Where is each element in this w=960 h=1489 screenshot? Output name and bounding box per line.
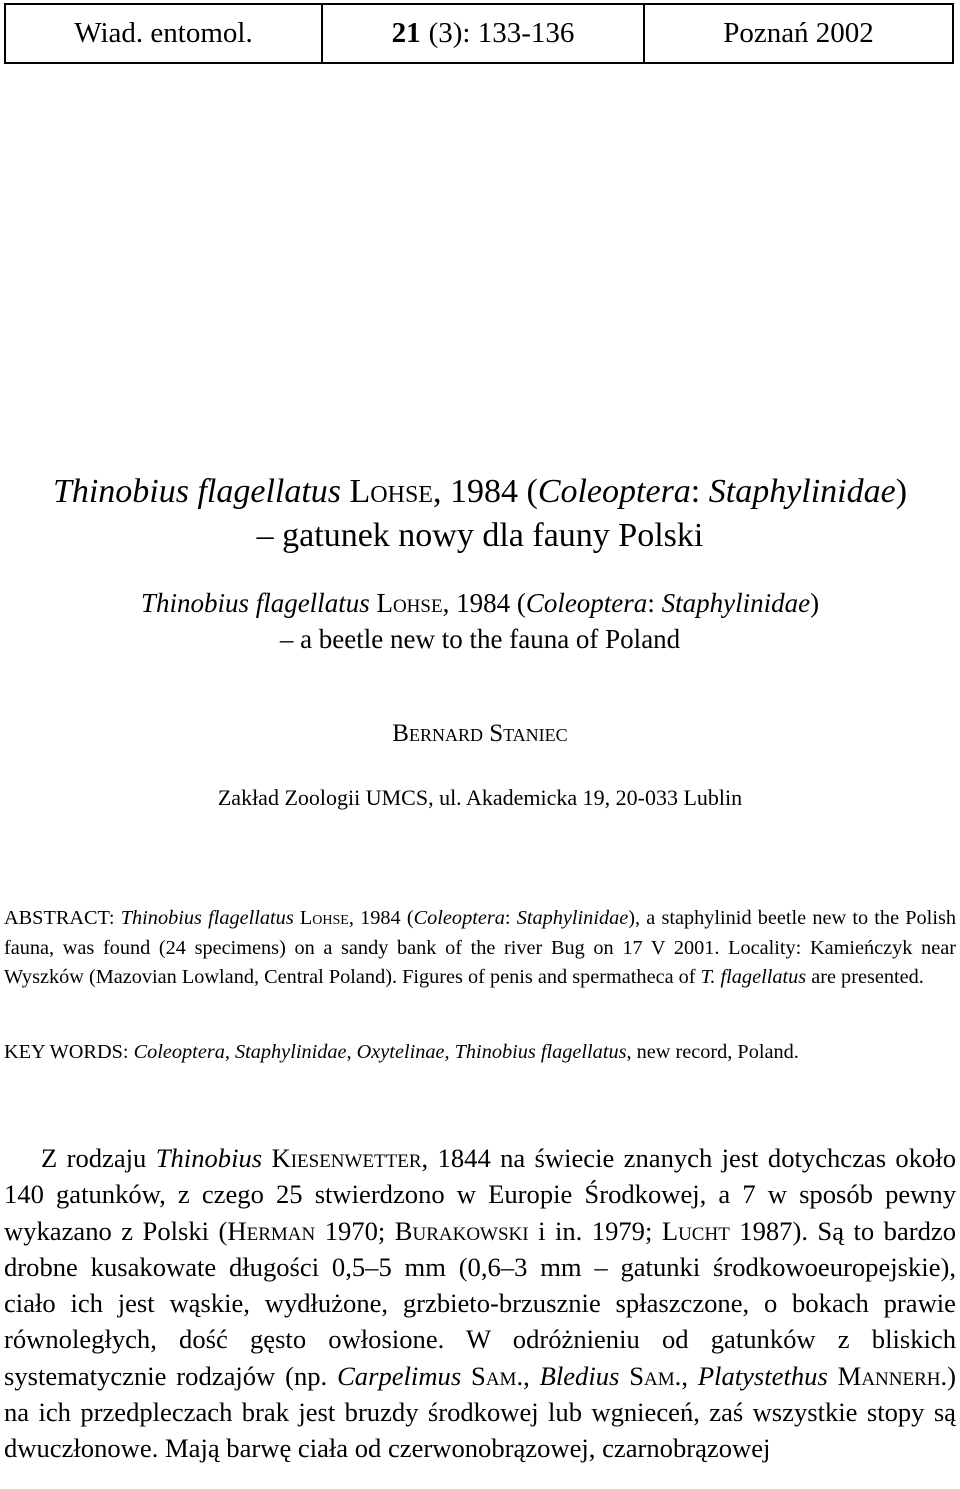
- body-run: ,: [523, 1360, 540, 1391]
- body-author: Kiesenwetter: [271, 1143, 422, 1173]
- issue-pages: (3): 133-136: [428, 17, 575, 49]
- body-paragraph: [4, 1140, 956, 1467]
- title-polish-line1: [0, 470, 960, 514]
- title-english-line2: – a beetle new to the fauna of Poland: [279, 624, 681, 654]
- title-close: ): [895, 473, 908, 510]
- title-english-line1: [0, 585, 960, 621]
- volume-number: 21: [391, 17, 421, 49]
- body-author: Sam.: [629, 1360, 682, 1391]
- body-author: Herman: [227, 1215, 316, 1246]
- abstract-label: ABSTRACT:: [4, 907, 121, 929]
- title-en-sep: :: [647, 588, 662, 618]
- affiliation: Zakład Zoologii UMCS, ul. Akademicka 19, 20-033 Lublin: [217, 785, 743, 810]
- title-year: , 1984 (: [432, 473, 538, 510]
- title-polish: [0, 470, 960, 558]
- body-run: Z rodzaju: [41, 1143, 156, 1173]
- body-author: Lucht: [661, 1215, 730, 1246]
- journal-header: [4, 3, 954, 64]
- title-en-order: Coleoptera: [525, 588, 648, 618]
- body-genus: Thinobius: [155, 1143, 263, 1173]
- body-genus: Bledius: [539, 1360, 620, 1391]
- abstract-author: Lohse: [299, 907, 349, 929]
- title-en-family: Staphylinidae: [661, 588, 811, 618]
- keywords: [4, 1038, 956, 1068]
- body-run: , 1844 na świecie znanych jest dotychczas około 140 gatunków, z czego 25 stwierdzono w Europie Środkowej, a 7 w sposób pewny wykazano z Polski (: [4, 1143, 956, 1246]
- title-polish-line2: – gatunek nowy dla fauny Polski: [256, 517, 704, 554]
- abstract-text-2: :: [504, 907, 517, 929]
- title-en-year: , 1984 (: [442, 588, 526, 618]
- title-order: Coleoptera: [537, 473, 691, 510]
- place-year-cell: [645, 5, 952, 62]
- title-family: Staphylinidae: [708, 473, 896, 510]
- title-en-author: Lohse: [376, 588, 443, 618]
- journal-name-cell: [6, 5, 323, 62]
- body-text: [4, 1140, 956, 1467]
- abstract-text-3: ), a staphylinid beetle new to the Polish fauna, was found (24 specimens) on a sandy bank of the river Bug on 17 V 2001. Locality: Kamieńczyk near Wyszków (Mazovian Lowland, Central Poland). Figures of penis and spermatheca of: [4, 907, 956, 988]
- body-run: i in. 1979;: [528, 1215, 662, 1246]
- body-run: 1970;: [315, 1215, 395, 1246]
- body-space: [461, 1361, 471, 1391]
- body-author: Burakowski: [394, 1215, 529, 1246]
- abstract-order: Coleoptera: [413, 907, 505, 929]
- journal-name: Wiad. entomol.: [74, 17, 253, 49]
- title-species: Thinobius flagellatus: [52, 473, 342, 510]
- body-space: [828, 1361, 838, 1391]
- keywords-label: KEY WORDS:: [4, 1041, 134, 1063]
- title-en-close: ): [810, 588, 820, 618]
- title-en-species: Thinobius flagellatus: [140, 588, 370, 618]
- author-name: Bernard Staniec: [392, 720, 568, 747]
- abstract-family: Staphylinidae: [516, 907, 629, 929]
- abstract-species: Thinobius flagellatus: [120, 907, 294, 929]
- place-year: Poznań 2002: [723, 17, 874, 49]
- abstract: [4, 904, 956, 993]
- title-author: Lohse: [349, 473, 433, 510]
- abstract-species-short: T. flagellatus: [700, 966, 807, 988]
- body-author: Sam.: [471, 1360, 524, 1391]
- body-author: Mannerh.: [837, 1360, 948, 1391]
- body-space: [619, 1361, 629, 1391]
- keywords-italic: Coleoptera, Staphylinidae, Oxytelinae, Thinobius flagellatus: [133, 1041, 627, 1063]
- body-run: ) na ich przedpleczach brak jest bruzdy środkowej lub wgnieceń, zaś wszystkie stopy są dwuczłonowe. Mają barwę ciała od czerwonobrązowej, czarnobrązowej: [4, 1360, 956, 1464]
- body-run: ,: [681, 1360, 698, 1391]
- abstract-text-4: are presented.: [806, 966, 924, 988]
- title-english: [0, 585, 960, 657]
- body-genus: Platystethus: [697, 1360, 828, 1391]
- volume-cell: [323, 5, 645, 62]
- body-genus: Carpelimus: [337, 1360, 462, 1391]
- body-run: 1987). Są to bardzo drobne kusakowate długości 0,5–5 mm (0,6–3 mm – gatunki środkowoeuropejskie), ciało ich jest wąskie, wydłużone, grzbieto-brzusznie spłaszczone, o bokach prawie równoległych, dość gęsto owłosione. W odróżnieniu od gatunków z bliskich systematycznie rodzajów (np.: [4, 1215, 957, 1391]
- keywords-rest: , new record, Poland.: [626, 1041, 799, 1063]
- title-sep: :: [690, 473, 709, 510]
- abstract-text-1: , 1984 (: [348, 907, 414, 929]
